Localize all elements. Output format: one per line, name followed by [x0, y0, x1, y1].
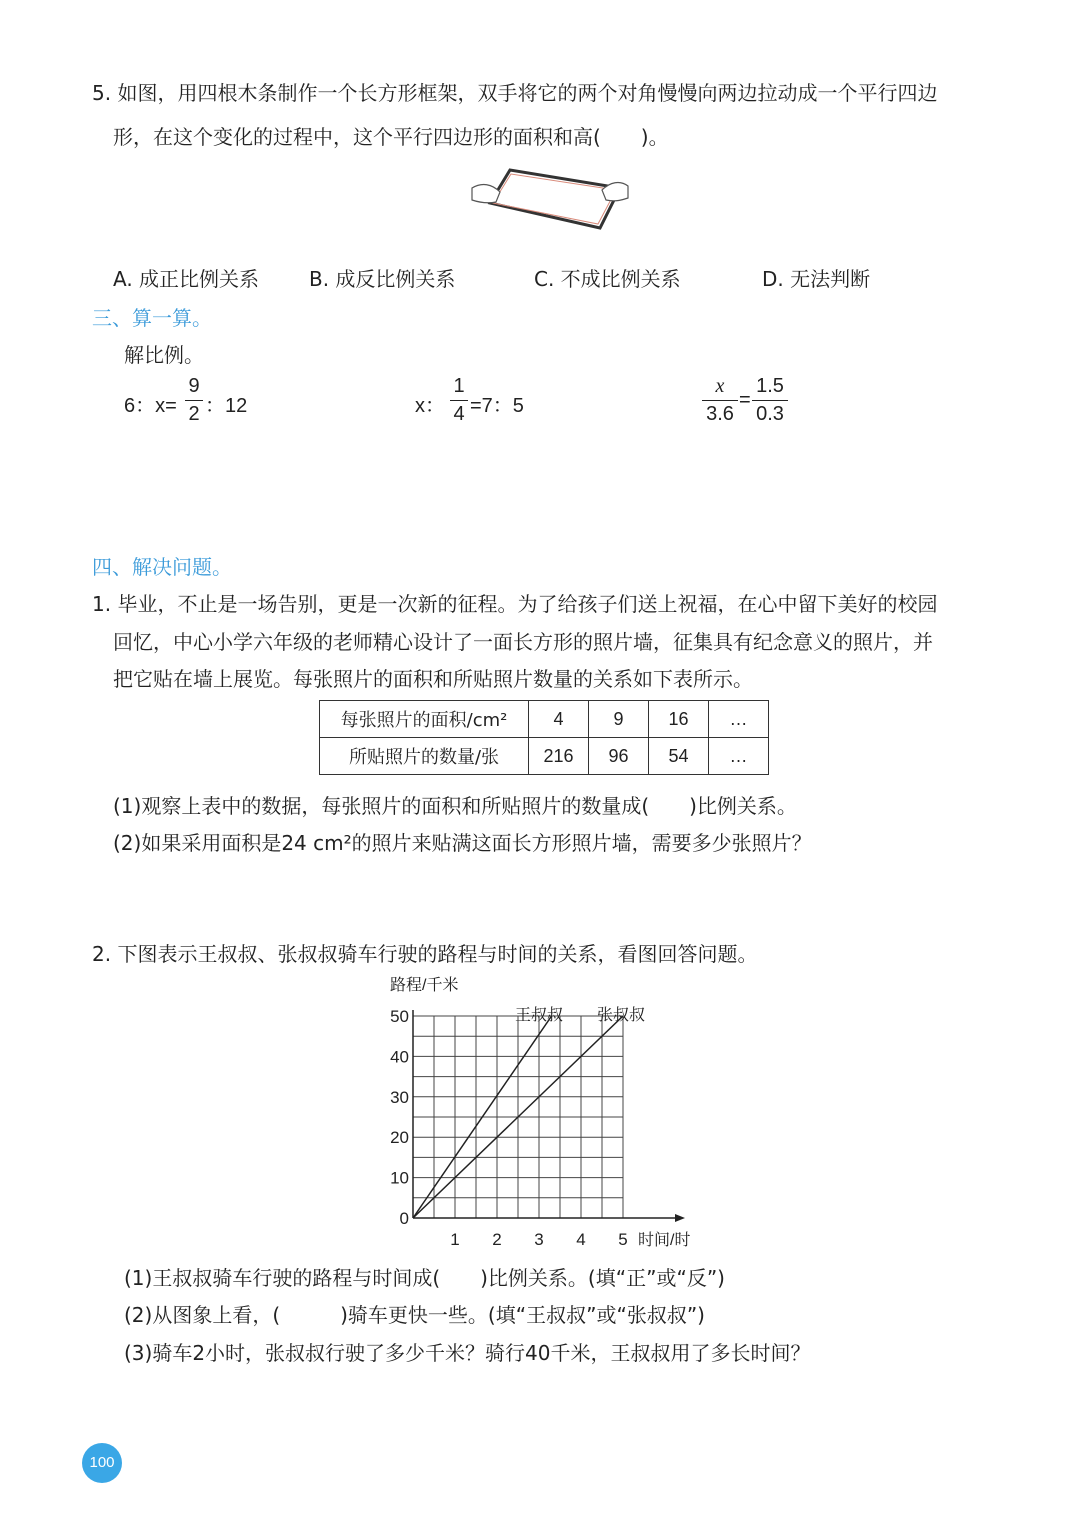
- table-header-area: 每张照片的面积/cm²: [320, 701, 529, 738]
- eq2-fraction: [450, 375, 468, 426]
- eq1-left: 6：x=: [124, 395, 177, 417]
- x-tick-label: 5: [618, 1230, 628, 1249]
- q5-line1: 5. 如图，用四根木条制作一个长方形框架，双手将它的两个对角慢慢向两边拉动成一个平行四边: [92, 81, 938, 105]
- table-cell: …: [709, 738, 769, 775]
- y-tick-label: 30: [390, 1087, 409, 1107]
- table-cell: 216: [529, 738, 589, 775]
- y-tick-label: 40: [390, 1047, 409, 1067]
- table-cell: 9: [589, 701, 649, 738]
- section3-subtitle: 解比例。: [124, 343, 204, 367]
- table-cell: 54: [649, 738, 709, 775]
- table-cell: 16: [649, 701, 709, 738]
- x-tick-label: 4: [576, 1230, 586, 1249]
- eq3-denominator-left: 3.6: [706, 403, 734, 425]
- table-header-count: 所贴照片的数量/张: [320, 738, 529, 775]
- eq3-numerator-right: 1.5: [756, 375, 784, 397]
- p1-line3: 把它贴在墙上展览。每张照片的面积和所贴照片数量的关系如下表所示。: [113, 667, 753, 691]
- table-row: [320, 738, 769, 775]
- q5-line2: 形，在这个变化的过程中，这个平行四边形的面积和高( )。: [113, 125, 669, 149]
- x-tick-label: 1: [450, 1230, 460, 1249]
- page-number: 100: [82, 1443, 122, 1483]
- p1-line1: 1. 毕业，不止是一场告别，更是一次新的征程。为了给孩子们送上祝福，在心中留下美好的校园: [92, 592, 938, 616]
- eq1-denominator: 2: [188, 403, 200, 425]
- table-cell: …: [709, 701, 769, 738]
- q5-option-a: A. 成正比例关系: [113, 267, 260, 291]
- eq1-fraction: [185, 375, 203, 426]
- table-row: [320, 701, 769, 738]
- eq3-fraction-left: [702, 375, 738, 426]
- table-cell: 4: [529, 701, 589, 738]
- eq3-fraction-right: [752, 375, 788, 426]
- y-tick-label: 50: [390, 1007, 409, 1026]
- eq2-numerator: 1: [453, 375, 465, 397]
- photo-table: [319, 700, 769, 775]
- p2-intro: 2. 下图表示王叔叔、张叔叔骑车行驶的路程与时间的关系，看图回答问题。: [92, 942, 758, 966]
- eq2-denominator: 4: [453, 403, 465, 425]
- eq2-right: =7：5: [470, 395, 524, 417]
- x-tick-label: 3: [534, 1230, 544, 1249]
- x-axis-arrow: [675, 1214, 685, 1222]
- series-label: 张叔叔: [597, 1007, 646, 1024]
- eq3-equals: =: [739, 389, 751, 411]
- q5-option-d: D. 无法判断: [762, 267, 871, 291]
- origin-label: 0: [399, 1209, 409, 1228]
- p2-sub3: (3)骑车2小时，张叔叔行驶了多少千米？骑行40千米，王叔叔用了多长时间？: [124, 1341, 811, 1365]
- y-axis-label: 路程/千米: [390, 977, 459, 994]
- x-tick-label: 2: [492, 1230, 502, 1249]
- q5-option-b: B. 成反比例关系: [309, 267, 456, 291]
- frame-illustration: [470, 158, 630, 244]
- series-label: 王叔叔: [515, 1007, 564, 1024]
- eq1-right: ：12: [205, 395, 248, 417]
- table-cell: 96: [589, 738, 649, 775]
- eq3-numerator-left: x: [715, 375, 725, 397]
- q5-option-c: C. 不成比例关系: [534, 267, 681, 291]
- p1-sub2: (2)如果采用面积是24 cm²的照片来贴满这面长方形照片墙，需要多少张照片？: [113, 831, 812, 855]
- p1-line2: 回忆，中心小学六年级的老师精心设计了一面长方形的照片墙，征集具有纪念意义的照片，并: [113, 630, 933, 654]
- p2-sub2: (2)从图象上看，( )骑车更快一些。(填“王叔叔”或“张叔叔”): [124, 1303, 705, 1327]
- y-tick-label: 10: [390, 1168, 409, 1188]
- section4-title: 四、解决问题。: [92, 555, 232, 579]
- distance-time-chart: [360, 968, 730, 1253]
- eq1-numerator: 9: [188, 375, 200, 397]
- p2-sub1: (1)王叔叔骑车行驶的路程与时间成( )比例关系。(填“正”或“反”): [124, 1266, 725, 1290]
- section3-title: 三、算一算。: [92, 306, 212, 330]
- y-tick-label: 20: [390, 1128, 409, 1148]
- x-axis-label: 时间/时: [638, 1232, 691, 1249]
- eq3-denominator-right: 0.3: [756, 403, 784, 425]
- p1-sub1: (1)观察上表中的数据，每张照片的面积和所贴照片的数量成( )比例关系。: [113, 794, 797, 818]
- eq2-left: x：: [415, 395, 445, 417]
